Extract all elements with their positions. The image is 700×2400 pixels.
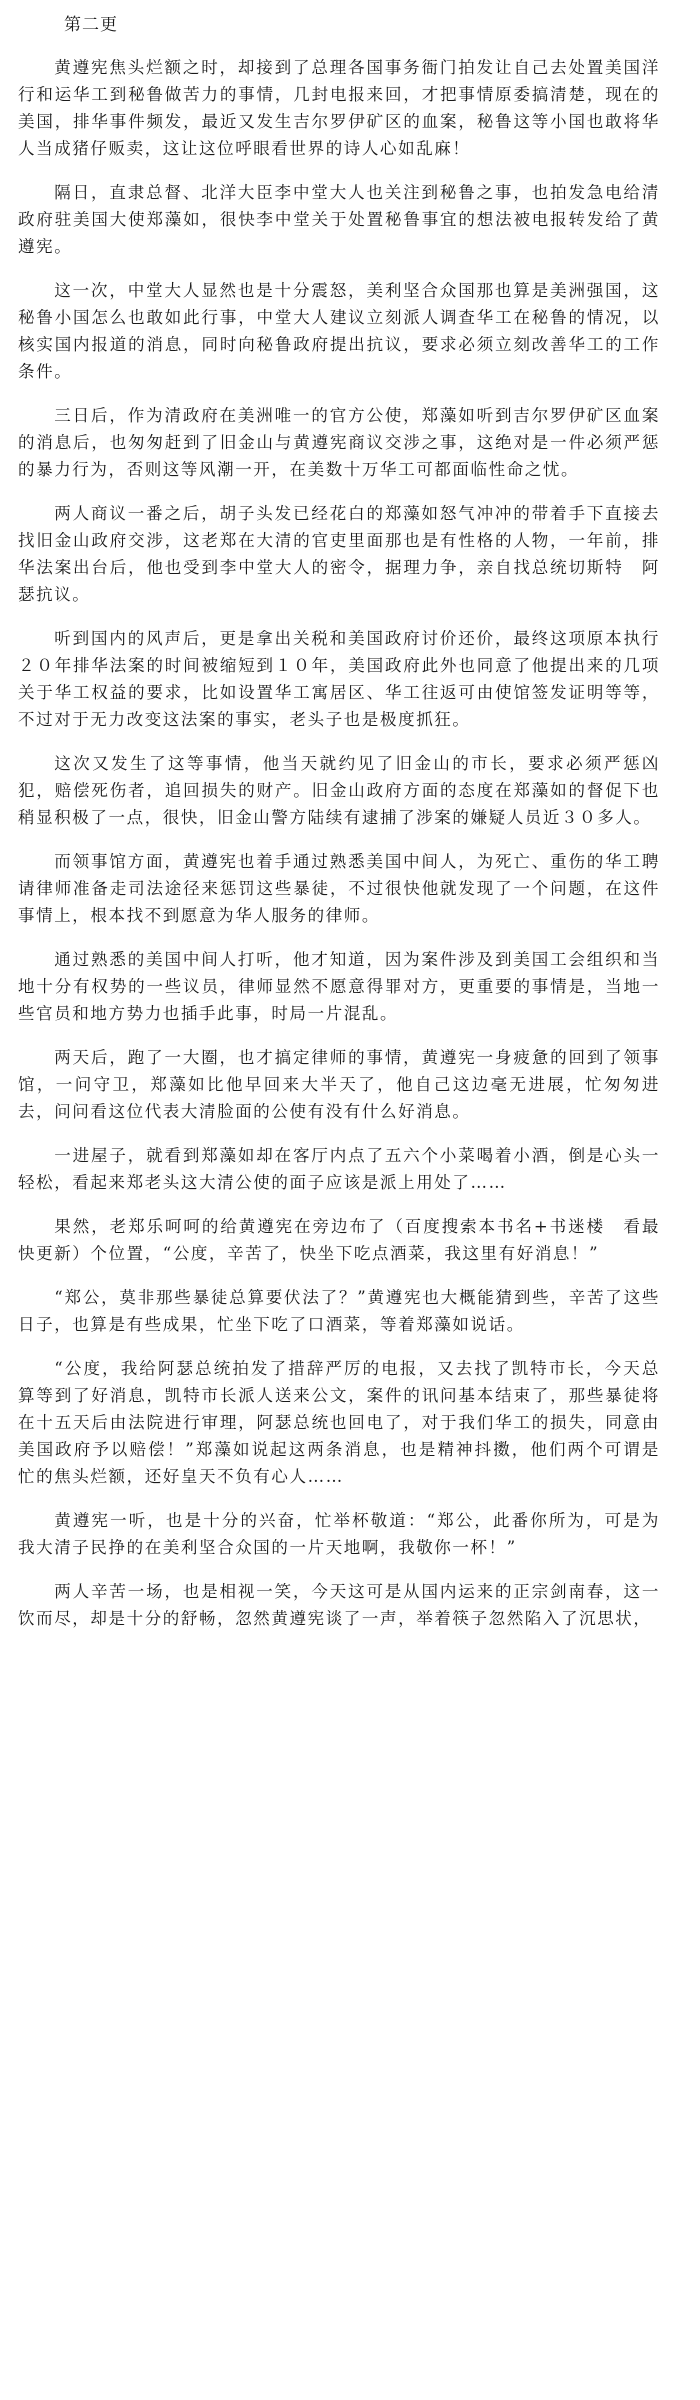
paragraph: 这次又发生了这等事情，他当天就约见了旧金山的市长，要求必须严惩凶犯，赔偿死伤者，追回损失的财产。旧金山政府方面的态度在郑藻如的督促下也稍显积极了一点，很快，旧金山警方陆续有逮捕了涉案的嫌疑人员近３０多人。 [18,754,660,827]
paragraph: 一进屋子，就看到郑藻如却在客厅内点了五六个小菜喝着小酒，倒是心头一轻松，看起来郑老头这大清公使的面子应该是派上用处了…… [18,1146,660,1192]
paragraph: 通过熟悉的美国中间人打听，他才知道，因为案件涉及到美国工会组织和当地十分有权势的一些议员，律师显然不愿意得罪对方，更重要的事情是，当地一些官员和地方势力也插手此事，时局一片混乱。 [18,950,660,1023]
paragraph: “郑公，莫非那些暴徒总算要伏法了？”黄遵宪也大概能猜到些，辛苦了这些日子，也算是有些成果，忙坐下吃了口酒菜，等着郑藻如说话。 [18,1288,660,1334]
paragraph: 果然，老郑乐呵呵的给黄遵宪在旁边布了（百度搜索本书名+书迷楼 看最快更新）个位置，“公度，辛苦了，快坐下吃点酒菜，我这里有好消息！” [18,1217,660,1263]
paragraph: 这一次，中堂大人显然也是十分震怒，美利坚合众国那也算是美洲强国，这秘鲁小国怎么也敢如此行事，中堂大人建议立刻派人调查华工在秘鲁的情况，以核实国内报道的消息，同时向秘鲁政府提出抗议，要求必须立刻改善华工的工作条件。 [18,281,660,381]
paragraph: 两人辛苦一场，也是相视一笑，今天这可是从国内运来的正宗剑南春，这一饮而尽，却是十分的舒畅，忽然黄遵宪谈了一声，举着筷子忽然陷入了沉思状， [18,1582,660,1628]
paragraph: 隔日，直隶总督、北洋大臣李中堂大人也关注到秘鲁之事，也拍发急电给清政府驻美国大使郑藻如，很快李中堂关于处置秘鲁事宜的想法被电报转发给了黄遵宪。 [18,183,660,256]
chapter-title: 第二更 [64,15,118,35]
paragraph: 三日后，作为清政府在美洲唯一的官方公使，郑藻如听到吉尔罗伊矿区血案的消息后，也匆匆赶到了旧金山与黄遵宪商议交涉之事，这绝对是一件必须严惩的暴力行为，否则这等风潮一开，在美数十万华工可都面临性命之忧。 [18,406,660,479]
paragraph: 两人商议一番之后，胡子头发已经花白的郑藻如怒气冲冲的带着手下直接去找旧金山政府交涉，这老郑在大清的官吏里面那也是有性格的人物，一年前，排华法案出台后，他也受到李中堂大人的密令，据理力争，亲自找总统切斯特 阿瑟抗议。 [18,504,660,604]
paragraph: 听到国内的风声后，更是拿出关税和美国政府讨价还价，最终这项原本执行２０年排华法案的时间被缩短到１０年，美国政府此外也同意了他提出来的几项关于华工权益的要求，比如设置华工寓居区、华工往返可由使馆签发证明等等，不过对于无力改变这法案的事实，老头子也是极度抓狂。 [18,629,660,729]
paragraph: 黄遵宪焦头烂额之时，却接到了总理各国事务衙门拍发让自己去处置美国洋行和运华工到秘鲁做苦力的事情，几封电报来回，才把事情原委搞清楚，现在的美国，排华事件频发，最近又发生吉尔罗伊矿区的血案，秘鲁这等小国也敢将华人当成猪仔贩卖，这让这位呼眼看世界的诗人心如乱麻！ [18,58,660,158]
paragraph: 而领事馆方面，黄遵宪也着手通过熟悉美国中间人，为死亡、重伤的华工聘请律师准备走司法途径来惩罚这些暴徒，不过很快他就发现了一个问题，在这件事情上，根本找不到愿意为华人服务的律师。 [18,852,660,925]
paragraph: 黄遵宪一听，也是十分的兴奋，忙举杯敬道：“郑公，此番你所为，可是为我大清子民挣的在美利坚合众国的一片天地啊，我敬你一杯！” [18,1511,660,1557]
paragraph: 两天后，跑了一大圈，也才搞定律师的事情，黄遵宪一身疲惫的回到了领事馆，一问守卫，郑藻如比他早回来大半天了，他自己这边毫无进展，忙匆匆进去，问问看这位代表大清脸面的公使有没有什么好消息。 [18,1048,660,1121]
paragraph: “公度，我给阿瑟总统拍发了措辞严厉的电报，又去找了凯特市长，今天总算等到了好消息，凯特市长派人送来公文，案件的讯问基本结束了，那些暴徒将在十五天后由法院进行审理，阿瑟总统也回电了，对于我们华工的损失，同意由美国政府予以赔偿！”郑藻如说起这两条消息，也是精神抖擞，他们两个可谓是忙的焦头烂额，还好皇天不负有心人…… [18,1359,660,1486]
chapter-body [18,54,660,1632]
